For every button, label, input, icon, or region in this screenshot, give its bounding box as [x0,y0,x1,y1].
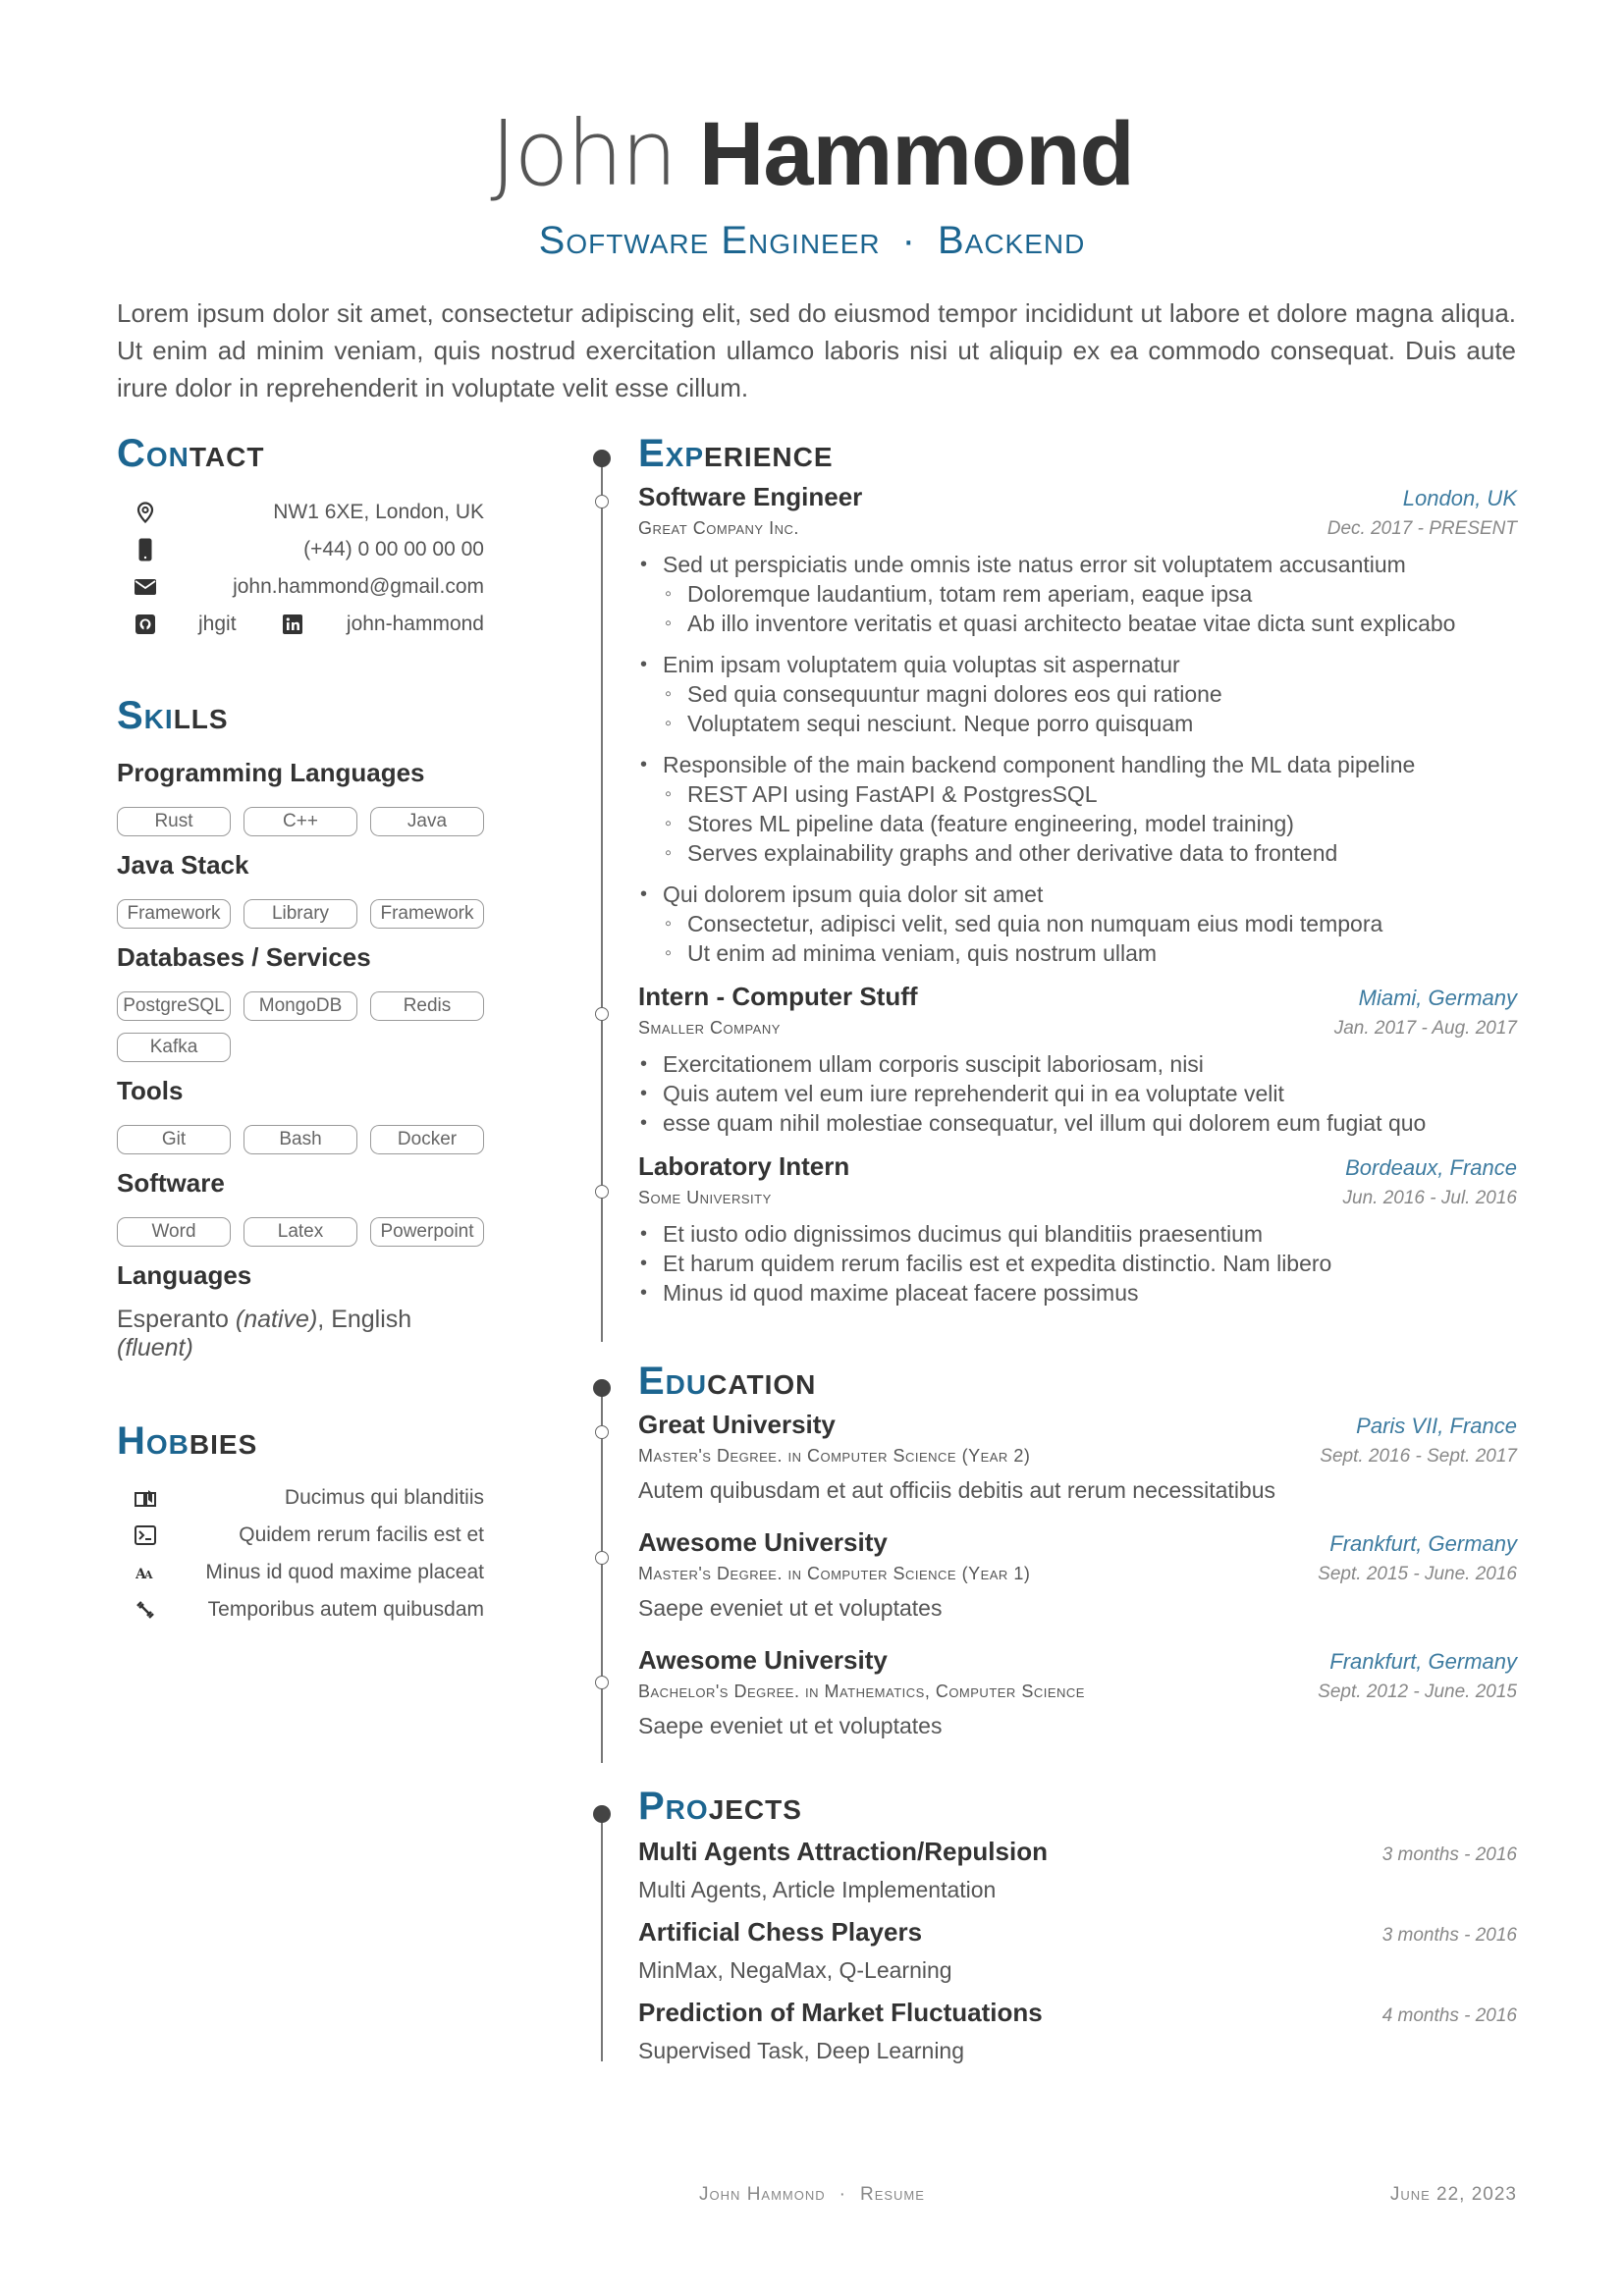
bullet-text: Qui dolorem ipsum quia dolor sit amet [663,881,1044,907]
entry-date: Jan. 2017 - Aug. 2017 [1333,1018,1517,1039]
skill-tag: Latex [244,1217,357,1247]
skill-tag: Git [117,1125,231,1154]
entry-title: Great University [638,1410,836,1439]
right-column [638,432,1517,2063]
resume-header [0,103,1624,263]
skill-tag: PostgreSQL [117,991,231,1021]
summary-quote: Lorem ipsum dolor sit amet, consectetur adipiscing elit, sed do eiusmod tempor incididunt ut labore et dolore magna aliqua. Ut enim ad minim veniam, quis nostrud exercitation ullamco laboris nisi ut aliquip ex ea commodo consequat. Duis aute irure dolor in reprehenderit in voluptate velit esse cillum. [117,298,1516,402]
project-date: 3 months - 2016 [1381,1844,1517,1865]
footer-name: John Hammond [699,2184,826,2205]
hobby-item [117,1591,484,1629]
first-name: John [490,101,676,206]
heading-rest: jects [708,1785,802,1828]
heading-accent: Exp [638,432,705,475]
bullet-item [638,550,1517,638]
project-date: 3 months - 2016 [1381,1925,1517,1946]
skill-tags [117,1217,484,1247]
heading-rest: erience [704,432,834,475]
entry-location: Frankfurt, Germany [1329,1649,1517,1674]
dumbbell-icon [134,1598,157,1622]
contact-phone[interactable] [117,531,484,568]
position-specialty: Backend [937,219,1086,262]
skill-tag: MongoDB [244,991,357,1021]
entry-bullets [638,550,1517,968]
map-marker-icon [134,501,157,524]
heading-accent: Con [117,432,189,475]
bullet-item [638,650,1517,738]
font-size-icon [134,1561,157,1584]
entry-description: Saepe eveniet ut et voluptates [638,1595,943,1621]
education-entry [638,1410,1517,1504]
bullet-item: • Quis autem vel eum iure reprehenderit qui in ea voluptate velit [638,1079,1517,1108]
skill-group-title: Tools [117,1076,184,1105]
project-entry [638,1998,1517,2064]
position-title: Software Engineer [538,219,881,262]
skill-tag: Framework [117,899,231,929]
heading-accent: Edu [638,1360,708,1403]
sub-bullet-item: ◦ Sed quia consequuntur magni dolores eos qui ratione [663,679,1517,709]
heading-rest: bies [189,1419,258,1463]
heading-accent: Hob [117,1419,189,1463]
education-entry [638,1527,1517,1622]
bullet-text: Responsible of the main backend component handling the ML data pipeline [663,752,1416,777]
timeline-entry-dot [595,1425,609,1439]
languages-text [117,1306,484,1362]
experience-entry [638,982,1517,1138]
skill-tag: Word [117,1217,231,1247]
skill-tag: Docker [370,1125,484,1154]
entry-location: Miami, Germany [1358,986,1517,1010]
projects-section [638,1785,1517,2064]
skill-group-title: Databases / Services [117,942,371,972]
project-title: Prediction of Market Fluctuations [638,1998,1043,2027]
entry-bullets [638,1049,1517,1138]
entry-degree: Bachelor's Degree. in Mathematics, Computer Science [638,1682,1085,1701]
terminal-icon [134,1523,157,1547]
skill-tag: Kafka [117,1033,231,1062]
timeline-entry-dot [595,1185,609,1199]
experience-entry [638,1151,1517,1308]
email-text: john.hammond@gmail.com [233,575,484,598]
timeline-section-dot [593,1379,611,1397]
heading-rest: tact [189,432,265,475]
hobbies-heading [117,1419,484,1464]
project-entry [638,1917,1517,1984]
languages-title: Languages [117,1260,252,1290]
project-description: Multi Agents, Article Implementation [638,1877,997,1902]
skill-tag: Bash [244,1125,357,1154]
entry-location: Paris VII, France [1356,1414,1517,1438]
skill-group-title: Software [117,1168,225,1198]
address-text: NW1 6XE, London, UK [273,501,484,523]
hobby-item [117,1517,484,1554]
timeline-entry-dot [595,1551,609,1565]
language-level: (native) [235,1306,318,1333]
heading-accent: Ski [117,694,174,737]
bullet-item: • Exercitationem ullam corporis suscipit laboriosam, nisi [638,1049,1517,1079]
skill-tag: Rust [117,807,231,836]
hobby-text: Minus id quod maxime placeat [205,1561,484,1583]
hobby-text: Quidem rerum facilis est et [239,1523,484,1546]
sub-bullet-item: ◦ Ab illo inventore veritatis et quasi architecto beatae vitae dicta sunt explicabo [663,609,1517,638]
linkedin-link[interactable]: john-hammond [346,613,484,635]
heading-rest: cation [707,1360,817,1403]
project-date: 4 months - 2016 [1381,2005,1517,2026]
entry-organization: Some University [638,1188,772,1207]
language-separator: , [317,1306,332,1333]
svg-text:A: A [135,1567,146,1580]
footer-separator: · [839,2184,846,2205]
hobbies-section [117,1419,484,1629]
contact-address [117,494,484,531]
footer-date: June 22, 2023 [1389,2184,1517,2205]
linkedin-icon[interactable] [281,613,304,636]
sub-bullet-item: ◦ Consectetur, adipisci velit, sed quia non numquam eius modi tempora [663,909,1517,938]
entry-degree: Master's Degree. in Computer Science (Year 2) [638,1446,1031,1466]
entry-date: Sept. 2012 - June. 2015 [1318,1682,1517,1702]
skill-tag: Framework [370,899,484,929]
entry-location: Frankfurt, Germany [1329,1531,1517,1556]
hobby-item [117,1479,484,1517]
hobby-text: Temporibus autem quibusdam [207,1598,484,1621]
language-name: Esperanto [117,1306,229,1333]
entry-organization: Smaller Company [638,1018,781,1038]
mobile-phone-icon [134,538,157,561]
sub-bullet-item: ◦ Voluptatem sequi nesciunt. Neque porro quisquam [663,709,1517,738]
footer-label: Resume [859,2184,925,2205]
skill-tag: Library [244,899,357,929]
sub-bullet-item: ◦ Doloremque laudantium, totam rem aperiam, eaque ipsa [663,579,1517,609]
contact-section [117,432,484,643]
entry-degree: Master's Degree. in Computer Science (Year 1) [638,1564,1031,1583]
contact-heading [117,432,484,476]
bullet-item: • esse quam nihil molestiae consequatur, vel illum qui dolorem eum fugiat quo [638,1108,1517,1138]
timeline-section-dot [593,1805,611,1823]
contact-email[interactable] [117,568,484,606]
skill-tags [117,1125,484,1154]
education-entry [638,1645,1517,1739]
experience-section [638,432,1517,1308]
skill-tags [117,991,484,1062]
project-entry [638,1837,1517,1903]
education-section [638,1360,1517,1739]
heading-accent: Pro [638,1785,709,1828]
svg-text:A: A [144,1569,153,1580]
github-icon[interactable] [134,613,157,636]
timeline-entry-dot [595,495,609,508]
entry-location: Bordeaux, France [1345,1155,1517,1180]
hobby-item [117,1554,484,1591]
bullet-text: Sed ut perspiciatis unde omnis iste natus error sit voluptatem accusantium [663,552,1406,577]
education-heading [638,1360,1517,1404]
entry-date: Sept. 2016 - Sept. 2017 [1320,1446,1517,1467]
project-title: Multi Agents Attraction/Repulsion [638,1837,1048,1866]
position-separator: · [901,219,916,262]
project-description: Supervised Task, Deep Learning [638,2038,965,2063]
language-level: (fluent) [117,1334,193,1362]
timeline-line-education [601,1388,603,1763]
entry-description: Saepe eveniet ut et voluptates [638,1713,943,1738]
timeline-section-dot [593,450,611,467]
contact-social [117,606,484,643]
skills-section [117,694,484,1362]
entry-title: Awesome University [638,1645,888,1675]
entry-location: London, UK [1402,486,1517,510]
entry-date: Sept. 2015 - June. 2016 [1318,1564,1517,1584]
bullet-item [638,880,1517,968]
entry-organization: Great Company Inc. [638,518,799,538]
hobby-text: Ducimus qui blanditiis [284,1486,484,1509]
timeline-entry-dot [595,1676,609,1689]
skill-tag: C++ [244,807,357,836]
bullet-item [638,750,1517,868]
language-name: English [331,1306,412,1333]
envelope-icon [134,575,157,599]
full-name [0,103,1624,205]
skill-group-title: Java Stack [117,850,249,880]
skill-tags [117,899,484,929]
skill-tag: Powerpoint [370,1217,484,1247]
entry-date: Jun. 2016 - Jul. 2016 [1342,1188,1517,1208]
book-reader-icon [134,1486,157,1510]
sub-bullet-item: ◦ Ut enim ad minima veniam, quis nostrum ullam [663,938,1517,968]
skill-tags [117,807,484,836]
timeline-line-experience [601,458,603,1342]
sub-bullet-item: ◦ Serves explainability graphs and other derivative data to frontend [663,838,1517,868]
timeline-entry-dot [595,1007,609,1021]
phone-text: (+44) 0 00 00 00 00 [303,538,484,561]
entry-bullets [638,1219,1517,1308]
skills-heading [117,694,484,738]
entry-date: Dec. 2017 - PRESENT [1326,518,1517,539]
entry-title: Awesome University [638,1527,888,1557]
sub-bullet-item: ◦ Stores ML pipeline data (feature engineering, model training) [663,809,1517,838]
github-link[interactable]: jhgit [198,613,237,635]
entry-title: Software Engineer [638,482,863,511]
entry-description: Autem quibusdam et aut officiis debitis aut rerum necessitatibus [638,1477,1276,1503]
sub-bullet-item: ◦ REST API using FastAPI & PostgresSQL [663,779,1517,809]
job-position [0,219,1624,263]
projects-heading [638,1785,1517,1829]
entry-title: Intern - Computer Stuff [638,982,918,1011]
bullet-item: • Et iusto odio dignissimos ducimus qui blanditiis praesentium [638,1219,1517,1249]
footer-title [0,2184,1624,2206]
entry-title: Laboratory Intern [638,1151,850,1181]
experience-heading [638,432,1517,476]
experience-entry [638,482,1517,968]
skill-tag: Redis [370,991,484,1021]
bullet-item: • Minus id quod maxime placeat facere possimus [638,1278,1517,1308]
bullet-text: Enim ipsam voluptatem quia voluptas sit aspernatur [663,652,1180,677]
skill-tag: Java [370,807,484,836]
bullet-item: • Et harum quidem rerum facilis est et expedita distinctio. Nam libero [638,1249,1517,1278]
project-description: MinMax, NegaMax, Q-Learning [638,1957,952,1983]
heading-rest: lls [173,694,229,737]
skill-group-title: Programming Languages [117,758,425,787]
timeline-line-projects [601,1814,603,2061]
project-title: Artificial Chess Players [638,1917,923,1947]
last-name: Hammond [698,104,1134,204]
left-column [117,432,484,1629]
